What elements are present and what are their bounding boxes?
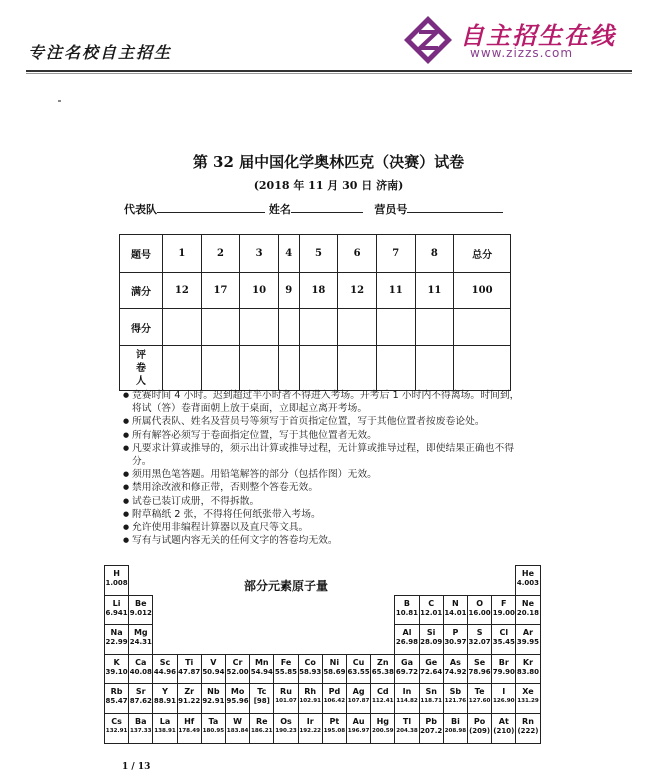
- element-mass: 180.95: [202, 728, 225, 734]
- score-cell-total[interactable]: [454, 309, 511, 346]
- rule-item: ● 允许使用非编程计算器以及直尺等文具。: [123, 521, 523, 534]
- element-cell-ga: [394, 654, 419, 685]
- element-symbol: Li: [112, 598, 121, 608]
- full-mark-cell: 12: [338, 273, 377, 309]
- exam-title: 第 32 届中国化学奥林匹克（决赛）试卷: [192, 153, 465, 171]
- element-symbol: S: [476, 628, 483, 638]
- element-mass: 208.98: [444, 728, 467, 734]
- element-symbol: He: [521, 569, 535, 578]
- element-cell-sb: [443, 683, 468, 714]
- element-cell-hg: [370, 713, 395, 744]
- element-mass: 19.00: [492, 608, 515, 617]
- element-cell-pt: [322, 713, 347, 744]
- element-symbol: Mo: [230, 687, 245, 697]
- element-cell-na: [104, 624, 129, 655]
- number-label: 营员号: [374, 203, 408, 216]
- element-cell-tc: [249, 683, 274, 714]
- team-blank[interactable]: [157, 201, 265, 213]
- element-cell-ca: [128, 654, 153, 685]
- element-cell-cd: [370, 683, 395, 714]
- element-mass: 196.97: [347, 728, 370, 734]
- element-mass: 55.85: [274, 667, 298, 676]
- element-symbol: Ba: [135, 717, 147, 726]
- element-mass: 20.18: [516, 608, 540, 617]
- element-symbol: Te: [474, 687, 485, 697]
- element-mass: 88.91: [153, 697, 177, 706]
- element-mass: 101.07: [275, 698, 297, 705]
- element-cell-si: [419, 624, 444, 655]
- table-row: [120, 273, 511, 309]
- element-cell-te: [467, 683, 492, 714]
- grader-cell[interactable]: [240, 346, 279, 391]
- element-cell-cs: [104, 713, 129, 744]
- element-symbol: Sn: [425, 687, 437, 697]
- element-cell-n: [443, 595, 468, 626]
- element-cell-mo: [225, 683, 250, 714]
- element-symbol: Ir: [306, 717, 314, 726]
- full-mark-cell: 18: [299, 273, 338, 309]
- element-cell-s: [467, 624, 492, 655]
- element-cell-in: [394, 683, 419, 714]
- element-symbol: Cr: [232, 657, 243, 667]
- element-cell-v: [201, 654, 226, 685]
- element-cell-sc: [152, 654, 177, 685]
- element-cell-c: [419, 595, 444, 626]
- element-cell-b: [394, 595, 419, 626]
- element-symbol: As: [449, 657, 461, 667]
- element-symbol: Hf: [184, 717, 195, 726]
- element-mass: 121.76: [444, 698, 467, 705]
- element-mass: 118.71: [420, 698, 442, 705]
- element-cell-tl: [394, 713, 419, 744]
- element-mass: 79.90: [492, 667, 515, 676]
- candidate-info-line: [124, 201, 544, 217]
- element-mass: 39.10: [105, 667, 128, 676]
- element-mass: 78.96: [468, 667, 491, 676]
- element-cell-i: [491, 683, 516, 714]
- element-mass: 44.96: [153, 667, 177, 676]
- element-mass: (222): [517, 727, 539, 735]
- element-symbol: B: [403, 598, 411, 608]
- element-cell-sn: [419, 683, 444, 714]
- element-mass: 92.91: [202, 697, 225, 706]
- element-mass: 4.003: [516, 579, 540, 587]
- element-symbol: Tc: [257, 687, 267, 697]
- element-cell-kr: [515, 654, 540, 685]
- element-mass: 85.47: [105, 697, 128, 706]
- element-symbol: Cd: [376, 687, 389, 697]
- element-mass: 14.01: [444, 608, 467, 617]
- element-cell-ir: [298, 713, 323, 744]
- element-symbol: Zn: [377, 657, 389, 667]
- element-cell-la: [152, 713, 177, 744]
- element-symbol: W: [233, 717, 242, 726]
- element-mass: 28.09: [420, 638, 443, 647]
- element-symbol: Na: [110, 628, 123, 638]
- element-cell-li: [104, 595, 129, 626]
- element-symbol: Ne: [521, 598, 535, 608]
- grader-cell[interactable]: [163, 346, 202, 391]
- element-symbol: Br: [498, 657, 509, 667]
- score-cell[interactable]: [299, 309, 338, 346]
- element-cell-se: [467, 654, 492, 685]
- element-mass: 9.012: [129, 608, 152, 617]
- element-mass: 6.941: [105, 608, 128, 617]
- element-mass: 107.87: [347, 698, 370, 705]
- header-divider: [26, 70, 632, 72]
- element-mass: 183.84: [226, 728, 249, 734]
- element-cell-nb: [201, 683, 226, 714]
- col-header-total: 总分: [454, 235, 511, 273]
- score-cell[interactable]: [338, 309, 377, 346]
- element-mass: 83.80: [516, 667, 540, 676]
- element-mass: 114.82: [396, 698, 418, 705]
- element-mass: 54.94: [250, 667, 273, 676]
- rule-item: ● 竞赛时间 4 小时。迟到超过半小时者不得进入考场。开考后 1 小时内不得离场。时间到，将试（答）卷背面朝上放于桌面，立即起立离开考场。: [123, 389, 523, 415]
- full-mark-cell: 10: [240, 273, 279, 309]
- element-mass: 65.38: [371, 667, 394, 676]
- element-symbol: Sc: [159, 657, 171, 667]
- element-mass: 192.22: [299, 728, 321, 734]
- element-symbol: N: [452, 598, 459, 608]
- element-cell-k: [104, 654, 129, 685]
- element-symbol: Y: [162, 687, 168, 697]
- element-cell-re: [249, 713, 274, 744]
- full-mark-cell: 17: [201, 273, 240, 309]
- element-symbol: Po: [473, 717, 486, 726]
- table-row: [120, 235, 511, 273]
- element-cell-ti: [177, 654, 202, 685]
- element-symbol: H: [113, 569, 120, 578]
- element-symbol: Si: [426, 628, 436, 638]
- name-label: 姓名: [268, 203, 291, 216]
- element-mass: (209): [469, 727, 491, 735]
- col-header: 3: [240, 235, 279, 273]
- rule-item: ● 所属代表队、姓名及营员号等须写于首页指定位置，写于其他位置者按废卷论处。: [123, 415, 523, 428]
- zizzs-logo-icon: [402, 14, 454, 66]
- element-mass: 39.95: [516, 638, 540, 647]
- element-symbol: K: [113, 657, 120, 667]
- full-mark-total: 100: [454, 273, 511, 309]
- element-symbol: Zr: [184, 687, 195, 697]
- element-cell-w: [225, 713, 250, 744]
- element-symbol: Pd: [328, 687, 341, 697]
- element-symbol: Pb: [425, 717, 437, 726]
- full-mark-cell: 11: [376, 273, 415, 309]
- element-symbol: Bi: [450, 717, 460, 726]
- element-cell-os: [273, 713, 298, 744]
- row-label-score: 得分: [120, 309, 163, 346]
- element-cell-sr: [128, 683, 153, 714]
- element-mass: 195.08: [323, 728, 346, 734]
- element-mass: 40.08: [129, 667, 152, 676]
- element-mass: 178.49: [178, 728, 200, 734]
- element-symbol: Al: [402, 628, 412, 638]
- element-symbol: Au: [352, 717, 365, 726]
- page-number: 1 / 13: [122, 762, 151, 772]
- rule-item: ● 所有解答必须写于卷面指定位置，写于其他位置者无效。: [123, 429, 523, 442]
- col-header: 2: [201, 235, 240, 273]
- score-cell[interactable]: [376, 309, 415, 346]
- element-mass: 12.01: [420, 608, 443, 617]
- element-mass: (210): [493, 727, 515, 735]
- element-mass: 1.008: [105, 579, 128, 587]
- element-cell-p: [443, 624, 468, 655]
- element-symbol: Os: [280, 717, 292, 726]
- element-cell-pb: [419, 713, 444, 744]
- element-symbol: Fe: [280, 657, 292, 667]
- exam-subtitle: (2018 年 11 月 30 日 济南): [253, 179, 404, 192]
- element-symbol: Rn: [522, 717, 534, 726]
- element-symbol: La: [159, 717, 171, 726]
- element-symbol: Rb: [110, 687, 123, 697]
- element-mass: [98]: [253, 697, 270, 706]
- name-blank[interactable]: [291, 201, 363, 213]
- element-symbol: Co: [304, 657, 316, 667]
- element-mass: 204.38: [396, 728, 418, 734]
- element-cell-cu: [346, 654, 371, 685]
- rule-item: ● 写有与试题内容无关的任何文字的答卷均无效。: [123, 534, 523, 547]
- element-symbol: V: [210, 657, 217, 667]
- element-symbol: Ag: [352, 687, 365, 697]
- element-mass: 58.69: [323, 667, 346, 676]
- element-mass: 102.91: [299, 698, 321, 705]
- col-header: 6: [338, 235, 377, 273]
- element-mass: 106.42: [323, 698, 346, 705]
- element-symbol: Tl: [402, 717, 412, 726]
- element-mass: 190.23: [275, 728, 297, 734]
- element-symbol: Nb: [207, 687, 220, 697]
- element-symbol: Hg: [376, 717, 389, 726]
- element-symbol: Re: [255, 717, 268, 726]
- grader-cell[interactable]: [415, 346, 454, 391]
- element-symbol: Ta: [208, 717, 219, 726]
- element-cell-y: [152, 683, 177, 714]
- element-cell-pd: [322, 683, 347, 714]
- element-mass: 32.07: [468, 638, 491, 647]
- element-cell-po: [467, 713, 492, 744]
- element-mass: 50.94: [202, 667, 225, 676]
- col-header: 5: [299, 235, 338, 273]
- col-header: 8: [415, 235, 454, 273]
- element-mass: 207.2: [420, 727, 443, 735]
- element-symbol: Pt: [329, 717, 340, 726]
- rule-item: ● 试卷已装订成册，不得拆散。: [123, 495, 523, 508]
- element-mass: 131.29: [517, 698, 539, 705]
- element-cell-ni: [322, 654, 347, 685]
- element-mass: 26.98: [395, 638, 419, 647]
- score-cell[interactable]: [415, 309, 454, 346]
- team-label: 代表队: [124, 203, 157, 216]
- element-mass: 112.41: [371, 698, 394, 705]
- element-cell-cr: [225, 654, 250, 685]
- element-symbol: Se: [474, 657, 486, 667]
- header-slogan: 专注名校自主招生: [28, 43, 173, 62]
- element-symbol: P: [452, 628, 459, 638]
- element-mass: 47.87: [178, 667, 201, 676]
- element-cell-al: [394, 624, 419, 655]
- element-cell-hf: [177, 713, 202, 744]
- element-symbol: Sb: [449, 687, 462, 697]
- element-mass: 127.60: [468, 698, 491, 705]
- element-cell-ta: [201, 713, 226, 744]
- element-symbol: Mg: [133, 628, 148, 638]
- element-symbol: Ge: [425, 657, 438, 667]
- element-cell-bi: [443, 713, 468, 744]
- element-cell-ar: [515, 624, 540, 655]
- element-mass: 10.81: [395, 608, 419, 617]
- element-mass: 200.59: [371, 728, 394, 734]
- element-symbol: In: [402, 687, 412, 697]
- grader-cell[interactable]: [278, 346, 299, 391]
- element-cell-he: [515, 565, 540, 596]
- element-symbol: Cu: [352, 657, 365, 667]
- element-symbol: C: [428, 598, 435, 608]
- table-row: [120, 346, 511, 391]
- number-blank[interactable]: [407, 201, 503, 213]
- element-mass: 35.45: [492, 638, 515, 647]
- rule-item: ● 凡要求计算或推导的，须示出计算或推导过程，无计算或推导过程，即使结果正确也不得分。: [123, 442, 523, 468]
- element-mass: 72.64: [420, 667, 443, 676]
- element-cell-br: [491, 654, 516, 685]
- element-mass: 126.90: [492, 698, 515, 705]
- full-mark-cell: 11: [415, 273, 454, 309]
- score-cell[interactable]: [163, 309, 202, 346]
- element-mass: 87.62: [129, 697, 152, 706]
- grader-cell-total[interactable]: [454, 346, 511, 391]
- score-cell[interactable]: [240, 309, 279, 346]
- row-label-question: 题号: [120, 235, 163, 273]
- element-cell-fe: [273, 654, 298, 685]
- element-cell-zr: [177, 683, 202, 714]
- score-table: [119, 234, 511, 391]
- element-cell-at: [491, 713, 516, 744]
- element-cell-co: [298, 654, 323, 685]
- rule-item: ● 须用黑色笔答题。用铅笔解答的部分（包括作图）无效。: [123, 468, 523, 481]
- element-mass: 132.91: [105, 728, 128, 734]
- rule-item: ● 附草稿纸 2 张，不得将任何纸张带入考场。: [123, 508, 523, 521]
- element-cell-ne: [515, 595, 540, 626]
- element-symbol: Kr: [522, 657, 534, 667]
- scan-speck: [58, 100, 61, 102]
- element-cell-zn: [370, 654, 395, 685]
- element-mass: 58.93: [299, 667, 322, 676]
- element-symbol: Ga: [401, 657, 413, 667]
- element-cell-au: [346, 713, 371, 744]
- element-mass: 137.33: [129, 728, 152, 734]
- col-header: 4: [278, 235, 299, 273]
- grader-cell[interactable]: [376, 346, 415, 391]
- header-divider-thin: [26, 73, 632, 74]
- element-cell-be: [128, 595, 153, 626]
- element-cell-o: [467, 595, 492, 626]
- element-symbol: Rh: [304, 687, 317, 697]
- element-cell-mn: [249, 654, 274, 685]
- element-cell-ru: [273, 683, 298, 714]
- element-cell-h: [104, 565, 129, 596]
- element-symbol: Mn: [254, 657, 269, 667]
- element-symbol: I: [502, 687, 506, 697]
- logo-title: 自主招生在线: [460, 22, 616, 50]
- element-cell-rb: [104, 683, 129, 714]
- element-mass: 22.99: [105, 638, 128, 647]
- element-symbol: Cs: [111, 717, 122, 726]
- element-mass: 30.97: [444, 638, 467, 647]
- element-cell-ba: [128, 713, 153, 744]
- element-cell-ge: [419, 654, 444, 685]
- element-cell-f: [491, 595, 516, 626]
- element-cell-rn: [515, 713, 540, 744]
- periodic-table-title: 部分元素原子量: [244, 579, 329, 593]
- element-cell-ag: [346, 683, 371, 714]
- element-cell-mg: [128, 624, 153, 655]
- element-cell-cl: [491, 624, 516, 655]
- element-cell-xe: [515, 683, 540, 714]
- table-row: [120, 309, 511, 346]
- grader-cell[interactable]: [338, 346, 377, 391]
- score-cell[interactable]: [278, 309, 299, 346]
- element-cell-as: [443, 654, 468, 685]
- element-mass: 186.21: [250, 728, 273, 734]
- element-symbol: Ni: [329, 657, 340, 667]
- element-mass: 24.31: [129, 638, 152, 647]
- element-symbol: Xe: [522, 687, 534, 697]
- grader-cell[interactable]: [299, 346, 338, 391]
- col-header: 7: [376, 235, 415, 273]
- element-symbol: Cl: [499, 628, 509, 638]
- full-mark-cell: 12: [163, 273, 202, 309]
- grader-cell[interactable]: [201, 346, 240, 391]
- element-symbol: Ru: [280, 687, 292, 697]
- element-cell-rh: [298, 683, 323, 714]
- element-symbol: F: [501, 598, 507, 608]
- element-mass: 16.00: [468, 608, 491, 617]
- rule-item: ● 禁用涂改液和修正带，否则整个答卷无效。: [123, 481, 523, 494]
- element-mass: 69.72: [395, 667, 419, 676]
- element-symbol: At: [498, 717, 509, 726]
- element-mass: 63.55: [347, 667, 370, 676]
- element-mass: 91.22: [178, 697, 201, 706]
- exam-rules: [123, 389, 523, 547]
- element-symbol: O: [476, 598, 483, 608]
- element-symbol: Be: [135, 598, 147, 608]
- element-mass: 95.96: [226, 697, 249, 706]
- element-symbol: Ar: [522, 628, 534, 638]
- full-mark-cell: 9: [278, 273, 299, 309]
- element-symbol: Ti: [185, 657, 194, 667]
- row-label-full-marks: 满分: [120, 273, 163, 309]
- element-symbol: Ca: [135, 657, 147, 667]
- score-cell[interactable]: [201, 309, 240, 346]
- element-mass: 52.00: [226, 667, 249, 676]
- row-label-grader: 评卷人: [120, 346, 163, 391]
- element-mass: 138.91: [154, 728, 176, 734]
- element-symbol: Sr: [135, 687, 146, 697]
- col-header: 1: [163, 235, 202, 273]
- logo-url: www.zizzs.com: [470, 46, 574, 60]
- element-mass: 74.92: [444, 667, 467, 676]
